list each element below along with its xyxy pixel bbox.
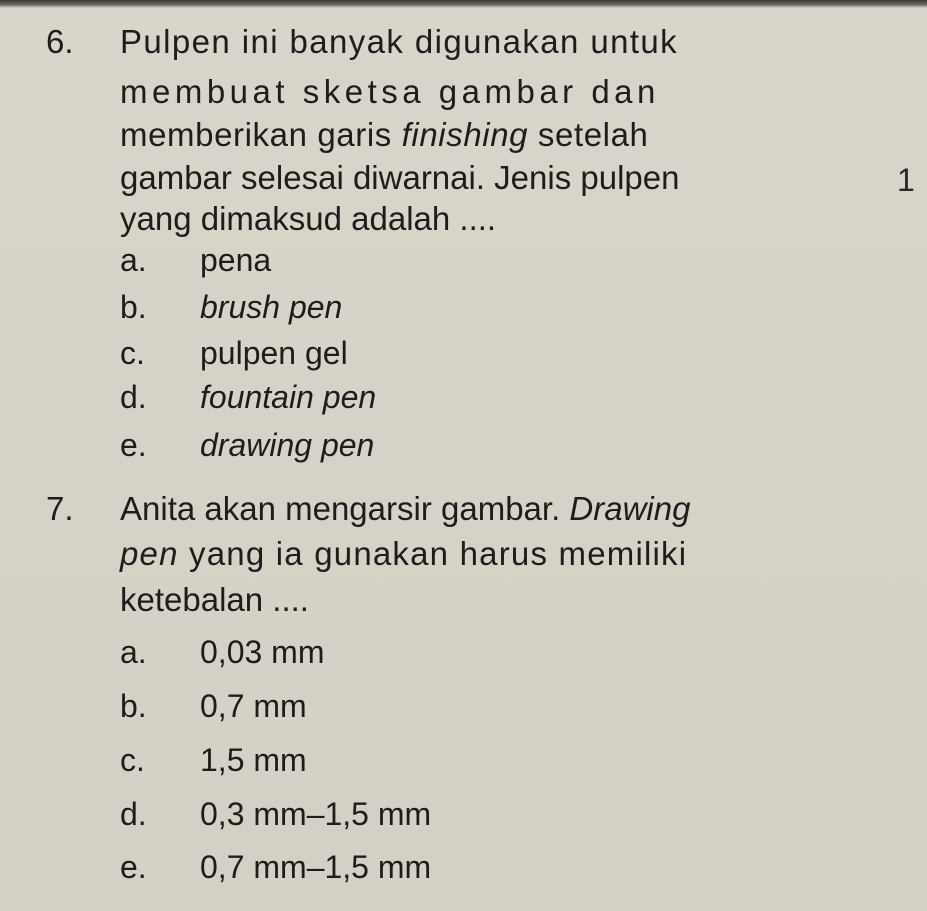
answer-option-d: d. fountain pen [120,379,377,415]
question-text-line: Pulpen ini banyak digunakan untuk [120,23,679,60]
question-number: 6. [46,23,74,60]
answer-option-b: b. brush pen [120,289,343,325]
answer-option-b: b. 0,7 mm [120,688,307,724]
answer-option-a: a. pena [120,242,272,278]
question-text-line: Anita akan mengarsir gambar. Drawing [120,490,691,527]
question-text-line: memberikan garis finishing setelah [120,116,649,153]
question-text-line: pen yang ia gunakan harus memiliki [120,535,688,572]
answer-option-e: e. drawing pen [120,427,375,463]
answer-option-a: a. 0,03 mm [120,634,325,670]
answer-option-c: c. pulpen gel [120,335,348,371]
question-number: 7. [46,490,74,527]
answer-option-c: c. 1,5 mm [120,742,307,778]
question-text-line: yang dimaksud adalah .... [120,200,497,237]
question-text-line: gambar selesai diwarnai. Jenis pulpen [120,159,680,196]
question-text-line: membuat sketsa gambar dan [120,73,660,110]
page-top-edge [0,0,927,8]
answer-option-d: d. 0,3 mm–1,5 mm [120,796,432,832]
margin-number: 1 [897,162,915,198]
answer-option-e: e. 0,7 mm–1,5 mm [120,849,432,885]
question-text-line: ketebalan .... [120,581,309,618]
